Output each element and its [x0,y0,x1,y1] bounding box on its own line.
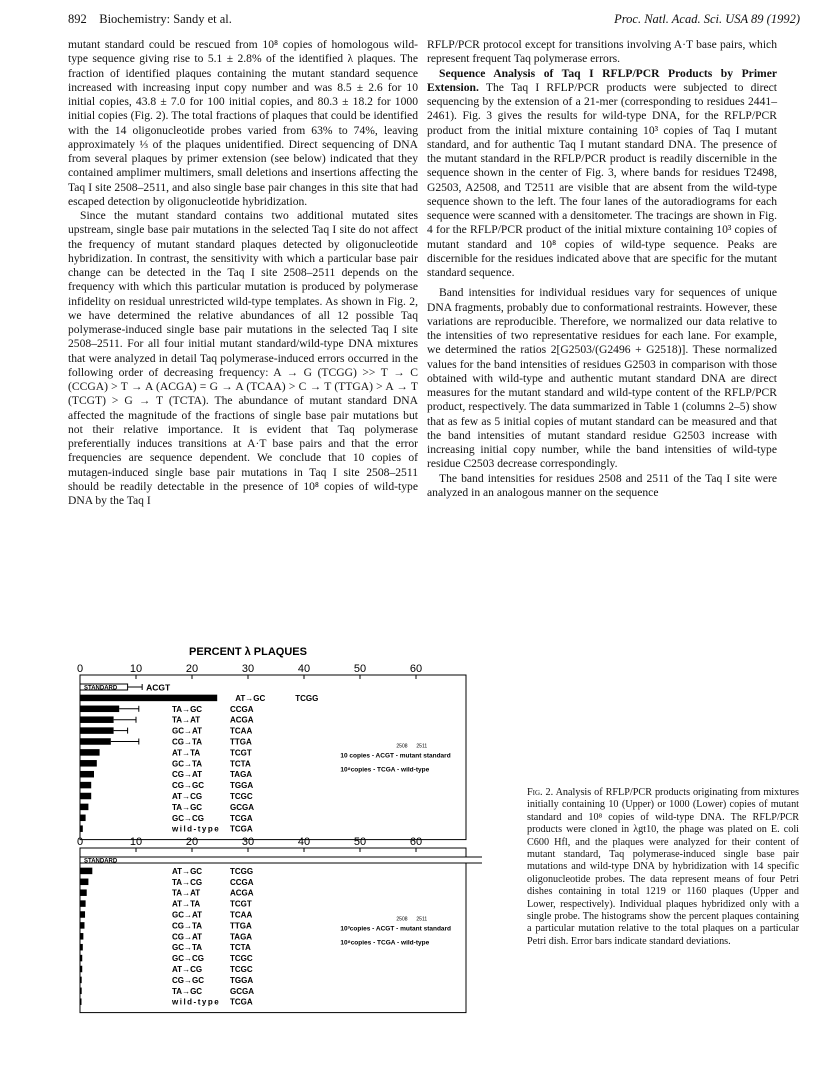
bar-1-4 [80,900,86,907]
legend-pos-b-1: 2511 [416,916,428,923]
mutation-label-0-4: GC→AT [172,726,203,736]
mutation-label-1-3: TA→AT [172,888,201,898]
right-column [427,38,777,500]
bar-1-2 [80,879,88,886]
mutation-label-1-8: GC→TA [172,943,203,953]
mutation-label-1-11: CG→GC [172,975,204,985]
bar-1-6 [80,922,84,929]
tick-label-1-1: 10 [129,836,143,848]
section-heading: Sequence Analysis of Taq I RFLP/PCR Products by Primer Extension. [427,66,777,94]
standard-label-0: STANDARD [84,685,118,692]
sequence-label-0-2: CCGA [230,704,254,714]
bar-1-1 [80,868,92,875]
legend-pos-a-0: 2508 [396,743,408,750]
bar-0-10 [80,793,91,800]
bar-0-13 [80,825,83,832]
figure-2 [62,640,482,1074]
mutation-label-1-12: TA→GC [172,986,203,996]
mutation-label-1-2: TA→CG [172,877,203,887]
mutation-label-0-5: CG→TA [172,737,203,747]
mutation-label-0-12: GC→CG [172,813,204,823]
right-paragraph-3: The band intensities for residues 2508 and 2511 of the Taq I site were analyzed in an analogous manner on the sequence [427,471,777,499]
sequence-label-1-13: TCGA [230,997,253,1007]
mutation-label-1-6: CG→TA [172,921,203,931]
page-header [68,12,800,28]
mutation-label-0-10: AT→CG [172,792,203,801]
bar-0-1 [80,695,217,702]
sequence-label-0-8: TAGA [230,770,253,780]
mutation-label-0-13: wild-type [172,824,221,834]
bar-0-11 [80,804,88,811]
bar-0-4 [80,727,114,734]
bar-1-10 [80,966,82,973]
tick-label-1-2: 20 [185,836,199,848]
mutation-label-1-13: wild-type [172,997,221,1007]
caption-text: Analysis of RFLP/PCR products originating from mixtures initially containing 10 (Upper) or 1000 (Lower) copies of mutant standard and 10⁸ copies of wild-type DNA. The RFLP/PCR products were cloned in λgt10, the phage was plated on E. coli C600 Hfl, and the plaques were analyzed for their content of mutant standard, Taq polymerase-induced single base pair mutations and wild-type DNA by hybridization with 14 specific oligonucleotide probes. The data represent means of four Petri dishes containing in total 1219 or 1160 plaques (Upper and Lower, respectively). Individual plaques hybridized only with a single probe. The histograms show the percent plaques containing a particular mutation relative to the total plaques on a particular Petri dish. Error bars indicate standard deviations. [527,787,799,947]
sequence-label-0-12: TCGA [230,813,253,823]
mutation-label-0-1: AT→GC [235,693,266,703]
bar-1-7 [80,933,83,940]
tick-label-1-4: 40 [297,836,311,848]
sequence-label-0-13: TCGA [230,824,253,834]
legend-mutant-0: 10 copies - ACGT - mutant standard [340,752,451,760]
sequence-label-1-4: TCGT [230,899,252,909]
sequence-label-0-6: TCGT [230,748,252,758]
left-column [68,38,418,508]
figure-2-chart [62,640,482,1074]
bar-1-8 [80,944,83,951]
bar-0-3 [80,716,114,723]
tick-label-0-6: 60 [409,663,423,675]
sequence-label-1-5: TCAA [230,910,253,920]
mutation-label-1-5: GC→AT [172,910,203,920]
mutation-label-0-3: TA→AT [172,715,201,725]
tick-label-0-0: 0 [76,663,84,675]
tick-label-0-3: 30 [241,663,255,675]
left-paragraph-2: Since the mutant standard contains two additional mutated sites upstream, single base pair mutations in the selected Taq I site do not affect the frequency of mutant standard plaques detected by oligonucleotide hybridization. In contrast, the sensitivity with which a particular base pair change can be detected in the Taq I site 2508–2511 depends on the frequency with which this particular mutation is produced by polymerase infidelity on residual unrestricted wild-type templates. As shown in Fig. 2, we have determined the relative abundances of all 12 possible Taq polymerase-induced single base pair mutations in the selected Taq I site 2508–2511. For all four initial mutant standard/wild-type DNA mixtures that were analyzed in detail Taq polymerase-induced errors occurred in the following order of decreasing frequency: A → G (TCGG) >> T → C (CCGA) > T → A (ACGA) = G → A (TCAA) > C → T (TTGA) > A → T (TCGT) > G → T (TCTA). The abundance of mutant standard DNA affected the magnitude of the fractions of single base pair mutations but not their relative importance. It is evident that Taq polymerase preferentially induces transitions at A·T base pairs and that the error frequencies are sequence dependent. We conclude that 10 copies of mutagen-induced single base pair mutations in Taq I site 2508–2511 should be readily detectable in the presence of 10⁸ copies of wild-type DNA by the Taq I [68,209,418,507]
mutation-label-0-8: CG→AT [172,770,203,780]
sequence-label-0-11: GCGA [230,802,254,812]
mutation-label-0-2: TA→GC [172,704,203,714]
running-title: Biochemistry: Sandy et al. [99,12,232,26]
bar-1-13 [80,998,82,1005]
sequence-label-0-7: TCTA [230,759,251,769]
sequence-label-1-3: ACGA [230,888,254,898]
right-paragraph-2: Band intensities for individual residues vary for sequences of unique DNA fragments, probably due to conformational restraints. However, these variations are reproducible. Therefore, we normalized our data relative to the intensities of two representative residues for each lane. For example, we determined the ratios 2[G2503/(G2496 + G2518)]. These normalized values for the band intensities of residues G2503 in comparison with those obtained with wild-type and authentic mutant standard DNA are direct measures for the mutant standard and wild-type content of the RFLP/PCR product, respectively. The data summarized in Table 1 (columns 2–5) show that as few as 5 initial copies of mutant standard can be measured and that the band intensities of mutant standard residue G2503 increase with increasing initial copy number, while the band intensities of wild-type residue C2503 decrease correspondingly. [427,286,777,471]
sequence-label-0-10: TCGC [230,792,253,801]
mutation-label-1-1: AT→GC [172,866,203,876]
sequence-label-1-7: TAGA [230,932,253,942]
sequence-label-1-8: TCTA [230,943,251,953]
standard-seq-0: ACGT [146,682,171,693]
sequence-label-1-11: TGGA [230,975,254,985]
mutation-label-0-7: GC→TA [172,759,203,769]
tick-label-1-6: 60 [409,836,423,848]
tick-label-1-0: 0 [76,836,84,848]
bar-1-12 [80,988,82,995]
sequence-label-0-3: ACGA [230,715,254,725]
tick-label-0-4: 40 [297,663,311,675]
left-paragraph-1: mutant standard could be rescued from 10⁸ copies of homologous wild-type sequence giving rise to 5.1 ± 2.8% of the identified λ plaques. The fraction of identified plaques containing the mutant standard sequence increased with increasing input copy number and was 8.5 ± 2.6 for 10 initial copies, 43.8 ± 7.0 for 100 initial copies, and 80.3 ± 18.2 for 1000 initial copies (Fig. 2). The total fractions of plaques that could be identified with the 14 oligonucleotide probes varied from 63% to 74%, leaving approximately ⅓ of the plaques unidentified. Direct sequencing of DNA from several plaques by primer extension (see below) indicated that they contained amplimer multimers, small deletions and insertions affecting the Taq I site 2508–2511, and also single base pair changes in this site that had escaped detection by oligonucleotide hybridization. [68,38,418,208]
mutation-label-0-11: TA→GC [172,802,203,812]
standard-label-1: STANDARD [84,858,118,865]
sequence-label-1-12: GCGA [230,986,254,996]
legend-pos-a-1: 2508 [396,916,408,923]
sequence-label-0-4: TCAA [230,726,253,736]
sequence-label-1-2: CCGA [230,877,254,887]
mutation-label-0-9: CG→GC [172,781,204,791]
right-paragraph-0: RFLP/PCR protocol except for transitions involving A·T base pairs, which represent frequent Taq polymerase errors. [427,38,777,66]
axis-title: PERCENT λ PLAQUES [189,646,307,658]
bar-1-5 [80,911,85,918]
right-paragraph-1: The Taq I RFLP/PCR products were subjected to direct sequencing by the extension of a 21-mer (corresponding to residues 2441–2461). Fig. 3 gives the results for wild-type DNA, for the RFLP/PCR product from the initial mixture containing 10³ copies of Taq I mutant standard, and for authentic Taq I mutant standard DNA. The presence of the mutant standard in the RFLP/PCR product is readily discernible in the sequence shown in the center of Fig. 3, where bands for residues T2498, G2503, A2508, and T2511 are visible that are absent from the wild-type sequence shown to the left. The four lanes of the autoradiograms for each sequence were scanned with a densitometer. The tracings are shown in Fig. 4 for the RFLP/PCR product of the initial mixture containing 10³ copies of mutant standard and 10⁸ copies of wild-type sequence. Peaks are discernible for the residues indicated above that are specific for the mutant standard sequence. [427,80,777,279]
figure-caption [527,787,799,948]
sequence-label-0-1: TCGG [295,693,319,703]
legend-mutant-1: 10³copies - ACGT - mutant standard [340,925,452,933]
bar-0-9 [80,782,91,789]
tick-label-0-5: 50 [353,663,367,675]
bar-1-3 [80,889,87,896]
bar-0-8 [80,771,94,778]
bar-0-7 [80,760,97,767]
tick-label-1-5: 50 [353,836,367,848]
sequence-label-0-5: TTGA [230,737,252,747]
sequence-label-0-9: TGGA [230,781,254,791]
bar-0-5 [80,738,111,745]
header-left [68,12,232,27]
caption-label: Fig. 2. [527,787,554,798]
legend-pos-b-0: 2511 [416,743,428,750]
bar-1-9 [80,955,82,962]
tick-label-0-2: 20 [185,663,199,675]
sequence-label-1-9: TCGC [230,954,253,964]
bar-0-12 [80,815,86,822]
bar-0-2 [80,706,119,713]
bar-0-6 [80,749,100,756]
journal-citation: Proc. Natl. Acad. Sci. USA 89 (1992) [614,12,800,26]
mutation-label-1-10: AT→CG [172,965,203,974]
sequence-label-1-10: TCGC [230,965,253,974]
mutation-label-1-7: CG→AT [172,932,203,942]
mutation-label-0-6: AT→TA [172,748,201,758]
bar-1-11 [80,977,82,984]
sequence-label-1-6: TTGA [230,921,252,931]
page-number: 892 [68,12,87,26]
sequence-label-1-1: TCGG [230,866,254,876]
tick-label-0-1: 10 [129,663,143,675]
legend-wildtype-1: 10⁸copies - TCGA - wild-type [340,939,430,947]
mutation-label-1-9: GC→CG [172,954,204,964]
bar-standard-1 [80,857,482,863]
mutation-label-1-4: AT→TA [172,899,201,909]
tick-label-1-3: 30 [241,836,255,848]
legend-wildtype-0: 10⁸copies - TCGA - wild-type [340,766,430,774]
